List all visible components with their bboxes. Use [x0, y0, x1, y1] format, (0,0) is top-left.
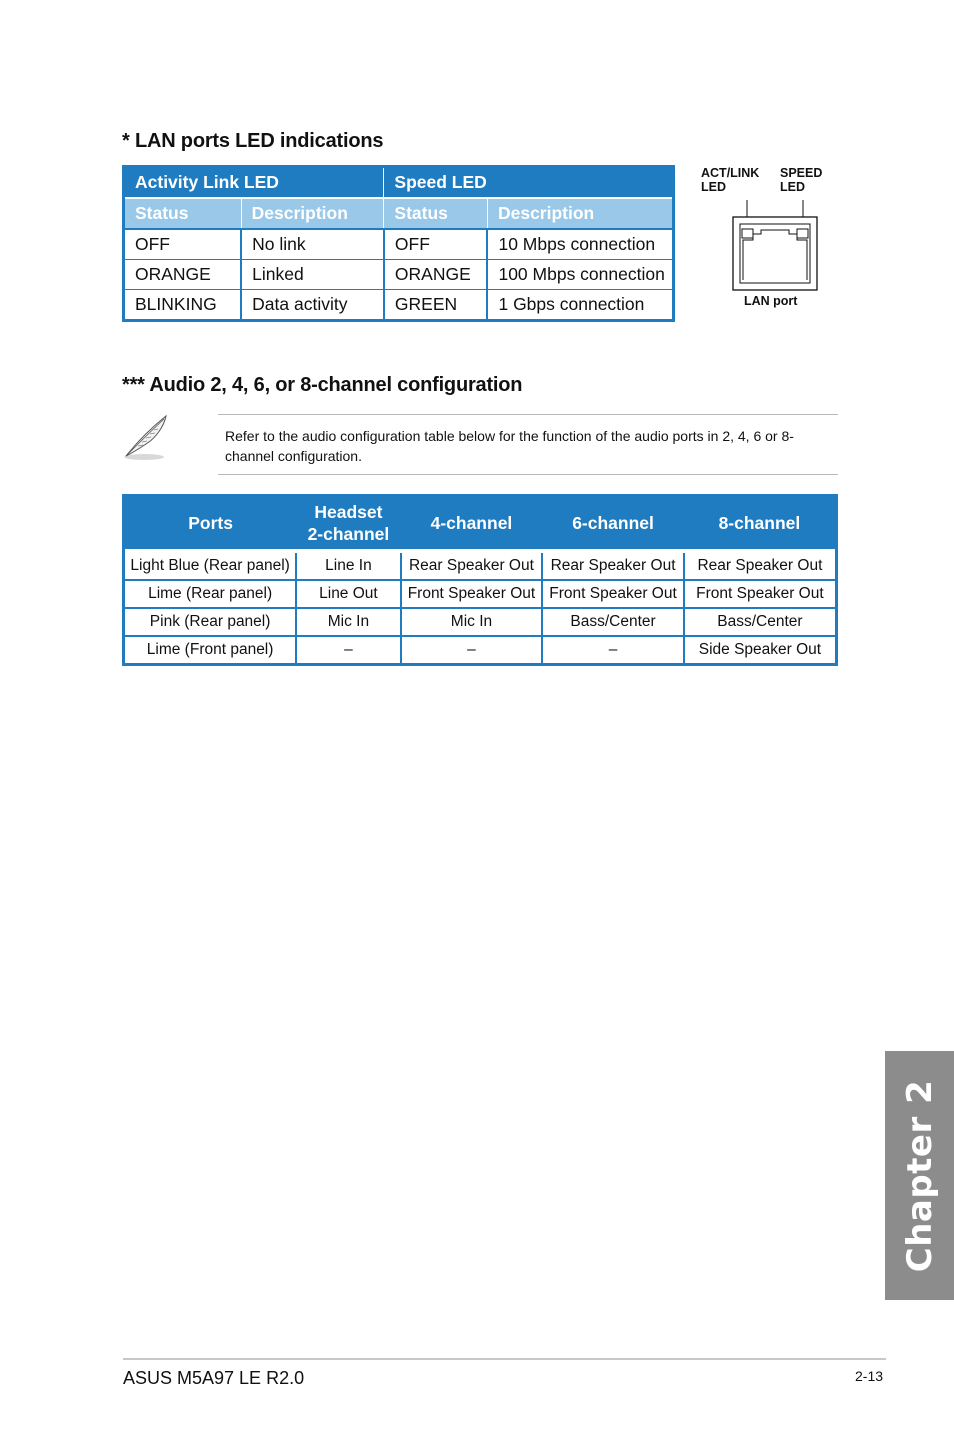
- lan-group-header-row: [124, 167, 674, 199]
- speed-label-line2: LED: [780, 180, 805, 194]
- note-bottom-rule: [218, 474, 838, 475]
- table-cell: Pink (Rear panel): [124, 608, 297, 636]
- table-cell: Light Blue (Rear panel): [124, 553, 297, 580]
- table-cell: No link: [241, 229, 384, 260]
- lan-port-icon: [695, 160, 840, 295]
- table-cell: 100 Mbps connection: [487, 260, 673, 290]
- footer-rule: [123, 1358, 886, 1360]
- feather-quill-icon: [120, 412, 180, 464]
- table-cell: Data activity: [241, 290, 384, 321]
- footer-product-name: ASUS M5A97 LE R2.0: [123, 1368, 305, 1388]
- table-cell: Rear Speaker Out: [542, 553, 684, 580]
- table-cell: Line Out: [296, 580, 400, 608]
- lan-column-header-row: [124, 198, 674, 229]
- table-cell: OFF: [124, 229, 242, 260]
- table-row: [124, 636, 837, 665]
- table-cell: Rear Speaker Out: [401, 553, 543, 580]
- lan-port-caption: LAN port: [744, 294, 798, 308]
- table-cell: Front Speaker Out: [542, 580, 684, 608]
- act-link-label-line1: ACT/LINK: [701, 166, 760, 180]
- column-header: Status: [124, 198, 242, 229]
- column-header-ports: Ports: [124, 496, 297, 550]
- table-cell: BLINKING: [124, 290, 242, 321]
- column-header-headset: [296, 496, 400, 550]
- audio-config-table: [122, 494, 838, 666]
- table-cell: ORANGE: [124, 260, 242, 290]
- act-link-label-line2: LED: [701, 180, 726, 194]
- column-header: Description: [487, 198, 673, 229]
- group-header-speed: Speed LED: [384, 167, 674, 199]
- table-cell: –: [296, 636, 400, 665]
- table-cell: Line In: [296, 553, 400, 580]
- column-header-8ch: 8-channel: [684, 496, 837, 550]
- lan-section-title: * LAN ports LED indications: [122, 130, 384, 152]
- table-cell: Mic In: [296, 608, 400, 636]
- chapter-tab-label: Chapter 2: [899, 1079, 940, 1272]
- column-header-6ch: 6-channel: [542, 496, 684, 550]
- table-cell: Side Speaker Out: [684, 636, 837, 665]
- table-cell: Mic In: [401, 608, 543, 636]
- table-cell: OFF: [384, 229, 488, 260]
- audio-section-title: *** Audio 2, 4, 6, or 8-channel configuration: [122, 374, 523, 396]
- table-cell: 10 Mbps connection: [487, 229, 673, 260]
- table-cell: –: [542, 636, 684, 665]
- table-cell: Linked: [241, 260, 384, 290]
- note-top-rule: [218, 414, 838, 415]
- table-cell: Front Speaker Out: [684, 580, 837, 608]
- table-cell: Bass/Center: [684, 608, 837, 636]
- table-cell: Lime (Rear panel): [124, 580, 297, 608]
- table-cell: GREEN: [384, 290, 488, 321]
- lan-led-table: [122, 165, 675, 322]
- headset-header-line1: Headset: [314, 502, 383, 522]
- group-header-activity: Activity Link LED: [124, 167, 384, 199]
- table-cell: 1 Gbps connection: [487, 290, 673, 321]
- column-header: Status: [384, 198, 488, 229]
- table-row: [124, 608, 837, 636]
- headset-header-line2: 2-channel: [307, 524, 390, 544]
- table-cell: Bass/Center: [542, 608, 684, 636]
- table-row: [124, 229, 674, 260]
- column-header-4ch: 4-channel: [401, 496, 543, 550]
- table-cell: –: [401, 636, 543, 665]
- speed-label-line1: SPEED: [780, 166, 823, 180]
- table-row: [124, 290, 674, 321]
- audio-header-row: [124, 496, 837, 550]
- table-cell: ORANGE: [384, 260, 488, 290]
- table-cell: Front Speaker Out: [401, 580, 543, 608]
- chapter-tab: [885, 1051, 954, 1300]
- table-cell: Lime (Front panel): [124, 636, 297, 665]
- note-text: Refer to the audio configuration table below for the function of the audio ports in 2, 4, 6 or 8-channel configuration.: [225, 428, 794, 464]
- table-row: [124, 580, 837, 608]
- table-row: [124, 553, 837, 580]
- table-row: [124, 260, 674, 290]
- table-cell: Rear Speaker Out: [684, 553, 837, 580]
- footer-page-number: 2-13: [855, 1368, 884, 1384]
- lan-port-diagram: [695, 160, 840, 315]
- column-header: Description: [241, 198, 384, 229]
